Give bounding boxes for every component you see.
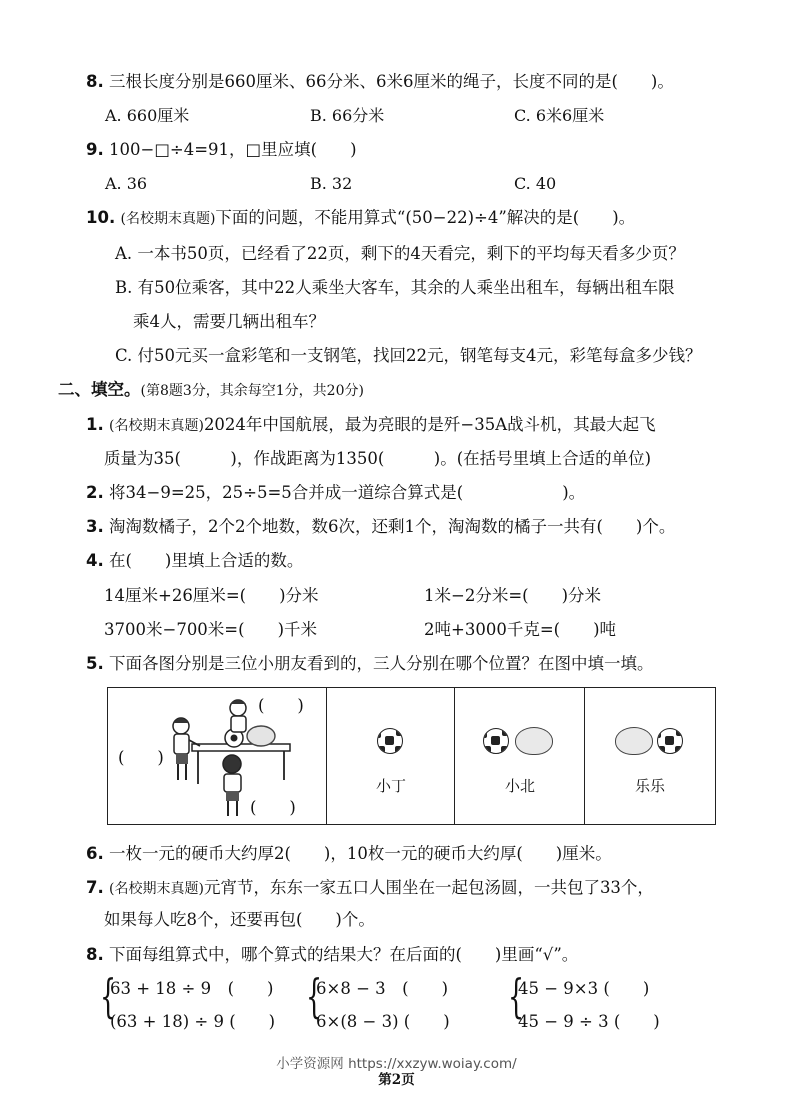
- source-tag: (名校期末真题): [120, 211, 216, 227]
- q2-8: [86, 943, 578, 967]
- expression: 6×8 − 3 ( ): [316, 979, 449, 998]
- question-text: 淘淘数橘子，2个2个地数，数6次，还剩1个，淘淘数的橘子一共有( )个。: [109, 517, 676, 536]
- option-b: B. 66分米: [310, 106, 385, 125]
- question-number: 10.: [86, 208, 116, 227]
- table-children-drawing: [108, 688, 326, 823]
- question-number: 7.: [86, 878, 104, 897]
- q4-item: 3700米−700米=( )千米: [104, 620, 318, 639]
- soccer-ball-icon: [377, 728, 403, 754]
- option-a: A. 660厘米: [105, 106, 190, 125]
- option-c: C. 付50元买一盒彩笔和一支钢笔，找回22元，钢笔每支4元，彩笔每盒多少钱？: [115, 346, 702, 365]
- question-number: 9.: [86, 140, 104, 159]
- option-a: A. 36: [105, 174, 148, 193]
- option-c: C. 6米6厘米: [514, 106, 605, 125]
- q2-6: [86, 842, 612, 866]
- view-cell-xiaobei: [454, 688, 585, 824]
- piggy-bank-icon: [515, 727, 553, 755]
- section-score-note: (第8题3分，其余每空1分，共20分): [140, 383, 364, 399]
- expression: 45 − 9×3 ( ): [518, 979, 650, 998]
- brace-icon: {: [306, 969, 323, 1023]
- soccer-ball-icon: [657, 728, 683, 754]
- answer-blank-bottom: ( ): [250, 798, 296, 817]
- q2-7: [86, 876, 654, 901]
- question-number: 4.: [86, 551, 104, 570]
- expression: 45 − 9 ÷ 3 ( ): [518, 1012, 660, 1031]
- expression: 6×(8 − 3) ( ): [316, 1012, 450, 1031]
- q2-2: [86, 481, 585, 505]
- option-b: B. 有50位乘客，其中22人乘坐大客车，其余的人乘坐出租车，每辆出租车限: [115, 278, 675, 297]
- source-tag: (名校期末真题): [109, 418, 204, 434]
- question-number: 1.: [86, 415, 104, 434]
- q1-10: [86, 206, 635, 231]
- q1-8: [86, 70, 674, 94]
- expression: 63 + 18 ÷ 9 ( ): [110, 979, 274, 998]
- question-number: 6.: [86, 844, 104, 863]
- page-footer: [0, 1052, 793, 1088]
- question-text: 2024年中国航展，最为亮眼的是歼−35A战斗机，其最大起飞: [203, 415, 656, 434]
- q2-5: [86, 652, 654, 676]
- question-text: 在( )里填上合适的数。: [109, 551, 304, 570]
- question-number: 8.: [86, 72, 104, 91]
- option-c: C. 40: [514, 174, 557, 193]
- page-number: 第2页: [378, 1072, 415, 1088]
- question-text: 一枚一元的硬币大约厚2( )，10枚一元的硬币大约厚( )厘米。: [109, 844, 612, 863]
- option-b: B. 32: [310, 174, 353, 193]
- watermark-text: 小学资源网 https://xxzyw.woiay.com/: [276, 1056, 517, 1072]
- option-a: A. 一本书50页，已经看了22页，剩下的4天看完，剩下的平均每天看多少页？: [115, 244, 685, 263]
- brace-icon: {: [508, 969, 525, 1023]
- q4-item: 14厘米+26厘米=( )分米: [104, 586, 319, 605]
- view-label: 乐乐: [634, 777, 665, 795]
- question-text: 元宵节，东东一家五口人围坐在一起包汤圆，一共包了33个，: [203, 878, 654, 897]
- question-number: 8.: [86, 945, 104, 964]
- q2-4: [86, 549, 303, 573]
- section-heading: 二、填空。: [58, 380, 141, 399]
- q1-9: [86, 138, 357, 162]
- question-text: 将34−9=25，25÷5=5合并成一道综合算式是( )。: [109, 483, 586, 502]
- q2-3: [86, 515, 675, 539]
- question-text: 下面每组算式中，哪个算式的结果大？在后面的( )里画“√”。: [109, 945, 579, 964]
- source-tag: (名校期末真题): [109, 881, 204, 897]
- view-label: 小北: [504, 777, 535, 795]
- option-b-continued: 乘4人，需要几辆出租车？: [133, 312, 325, 331]
- view-cell-xiaoding: [326, 688, 455, 824]
- view-cell-lele: [584, 688, 715, 824]
- q4-item: 1米−2分米=( )分米: [424, 586, 602, 605]
- scene-illustration: [108, 688, 326, 823]
- expression: (63 + 18) ÷ 9 ( ): [110, 1012, 276, 1031]
- question-number: 3.: [86, 517, 104, 536]
- question-number: 5.: [86, 654, 104, 673]
- question-text: 下面各图分别是三位小朋友看到的，三人分别在哪个位置？在图中填一填。: [109, 654, 654, 673]
- soccer-ball-icon: [483, 728, 509, 754]
- question-text: 三根长度分别是660厘米、66分米、6米6厘米的绳子，长度不同的是( )。: [109, 72, 674, 91]
- question-text-continued: 质量为35( )，作战距离为1350( )。(在括号里填上合适的单位): [104, 449, 652, 468]
- q4-item: 2吨+3000千克=( )吨: [424, 620, 617, 639]
- answer-blank-left: ( ): [118, 748, 164, 767]
- q2-1: [86, 413, 656, 438]
- question-number: 2.: [86, 483, 104, 502]
- view-label: 小丁: [375, 777, 406, 795]
- brace-icon: {: [100, 969, 117, 1023]
- question-text-continued: 如果每人吃8个，还要再包( )个。: [104, 910, 375, 929]
- section-title: [58, 378, 364, 403]
- question-text: 100−□÷4=91，□里应填( ): [109, 140, 357, 159]
- question-text: 下面的问题，不能用算式“(50−22)÷4”解决的是( )。: [215, 208, 636, 227]
- piggy-bank-icon: [615, 727, 653, 755]
- answer-blank-top: ( ): [258, 696, 304, 715]
- views-figure: [107, 687, 716, 825]
